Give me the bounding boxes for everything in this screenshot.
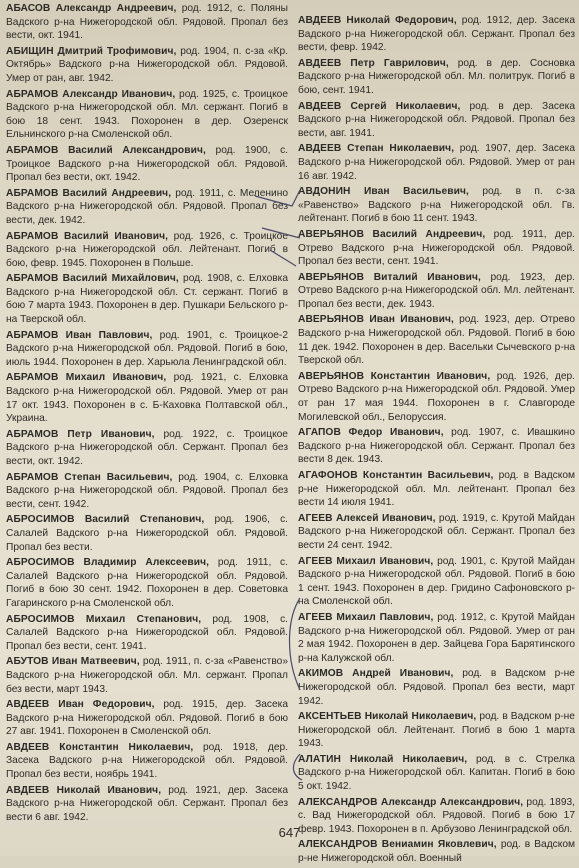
person-name: АВДЕЕВ Степан Николаевич, <box>298 143 455 155</box>
person-details: род. в п. с-за «Равенство» Вадского р-на Нижегородской обл. Гв. лейтенант. Погиб в бою 11 сент. 1943. <box>298 186 575 225</box>
person-name: АБРАМОВ Иван Павлович, <box>6 329 153 341</box>
person-details: род. 1926, с. Троицкое Вадского р-на Нижегородской обл. Лейтенант. Погиб в бою, февр. 1945. Похоронен в Польше. <box>6 230 288 269</box>
person-details: род. 1926, дер. Отрево Вадского р-на Нижегородской обл. Рядовой. Умер от ран 17 мая 1944. Похоронен в г. Славгороде Могилевской обл., Белоруссия. <box>298 370 575 423</box>
person-name: АКИМОВ Андрей Иванович, <box>298 668 454 680</box>
person-details: род. 1901, с. Крутой Майдан Вадского р-на Нижегородской обл. Рядовой. Погиб в бою 1 сент. 1943. Похоронен в дер. Гридино Сафоновского р-на Смоленской обл. <box>298 555 575 608</box>
person-name: АБРОСИМОВ Михаил Степанович, <box>6 613 202 625</box>
person-details: род. 1912, с. Поляны Вадского р-на Нижегородской обл. Рядовой. Пропал без вести, окт. 1941. <box>6 3 288 42</box>
person-name: АВДОНИН Иван Васильевич, <box>298 186 469 198</box>
person-name: АЛАТИН Николай Николаевич, <box>298 753 468 765</box>
person-name: АВДЕЕВ Константин Николаевич, <box>6 741 194 753</box>
person-details: род. 1911, п. с-за «Равенство» Вадского р-на Нижегородской обл. Мл. сержант. Пропал без вести, март 1943. <box>6 656 288 695</box>
person-details: род. 1907, дер. Засека Вадского р-на Нижегородской обл. Рядовой. Умер от ран 16 авг. 1942. <box>298 143 575 182</box>
person-name: АБИЩИН Дмитрий Трофимович, <box>6 45 177 57</box>
pen-bracket-mark <box>293 754 302 780</box>
pen-tick-mark <box>270 250 296 266</box>
person-name: АЛЕКСАНДРОВ Александр Александрович, <box>298 796 524 808</box>
person-name: АВЕРЬЯНОВ Иван Иванович, <box>298 314 454 326</box>
person-details: род. 1911, с. Салалей Вадского р-на Нижегородской обл. Рядовой. Погиб в бою 30 сент. 1942. Похоронен в дер. Советовка Гагаринского р-на Смоленской обл. <box>6 557 288 609</box>
person-details: род. 1918, дер. Засека Вадского р-на Нижегородской обл. Рядовой. Пропал без вести, ноябрь 1941. <box>6 741 288 781</box>
person-name: АВДЕЕВ Сергей Николаевич, <box>298 100 461 112</box>
person-details: род. в дер. Засека Вадского р-на Нижегородской обл. Рядовой. Пропал без вести, авг. 1941. <box>298 100 575 139</box>
person-details: род. 1912, с. Крутой Майдан Вадского р-на Нижегородской обл. Рядовой. Умер от ран 2 мая 1942. Похоронен в дер. Зайцева Гора Барятинского р-на Калужской обл. <box>298 611 575 664</box>
person-details: род. в с. Стрелка Вадского р-на Нижегородской обл. Капитан. Погиб в бою 5 окт. 1942. <box>298 753 575 793</box>
person-name: АБРАМОВ Василий Михайлович, <box>6 273 179 285</box>
person-details: род. в Вадском р-не Нижегородской обл. Мл. лейтенант. Пропал без вести 14 июля 1941. <box>298 470 575 509</box>
person-details: род. в дер. Сосновка Вадского р-на Нижегородской обл. Мл. политрук. Погиб в бою, сент. 1941. <box>298 57 575 96</box>
person-details: род. 1908, с. Салалей Вадского р-на Нижегородской обл. Рядовой. Пропал без вести, сент. 1941. <box>6 613 288 652</box>
person-name: АБРАМОВ Михаил Иванович, <box>6 372 167 384</box>
person-details: род. 1911, дер. Отрево Вадского р-на Нижегородской обл. Рядовой. Пропал без вести, сент. 1941. <box>298 228 575 268</box>
person-name: АБРОСИМОВ Василий Степанович, <box>6 514 205 526</box>
person-name: АБРАМОВ Петр Иванович, <box>6 428 155 440</box>
person-name: АВЕРЬЯНОВ Константин Иванович, <box>298 370 491 382</box>
person-name: АБРАМОВ Василий Андреевич, <box>6 187 172 199</box>
person-name: АГЕЕВ Михаил Павлович, <box>298 611 434 623</box>
person-details: род. в Вадском р-не Нижегородской обл. Военный <box>298 839 575 865</box>
person-name: АКСЕНТЬЕВ Николай Николаевич, <box>298 711 477 723</box>
person-details: род. 1906, с. Салалей Вадского р-на Нижегородской обл. Рядовой. Пропал без вести. <box>6 514 288 553</box>
person-details: род. 1923, дер. Отрево Вадского р-на Нижегородской обл. Рядовой. Погиб в бою 11 дек. 1942. Похоронен в дер. Васельки Сычевского р-на Тверской обл. <box>298 314 575 367</box>
pen-bracket-mark <box>290 598 301 690</box>
person-name: АБРАМОВ Степан Васильевич, <box>6 471 173 483</box>
person-name: АВЕРЬЯНОВ Василий Андреевич, <box>298 228 486 240</box>
page-number: 647 <box>278 825 301 840</box>
person-name: АБРОСИМОВ Владимир Алексеевич, <box>6 557 210 569</box>
person-details: род. 1908, с. Елховка Вадского р-на Нижегородской обл. Ст. сержант. Погиб в бою 7 марта 1943. Похоронен в дер. Пушкари Бельского р-на Тверской обл. <box>6 273 288 326</box>
person-name: АБРАМОВ Василий Александрович, <box>6 144 206 156</box>
pen-tick-mark <box>255 190 300 206</box>
person-name: АБУТОВ Иван Матвеевич, <box>6 656 140 668</box>
person-details: род. 1923, дер. Отрево Вадского р-на Нижегородской обл. Мл. лейтенант. Пропал без вести, дек. 1943. <box>298 271 575 310</box>
person-name: АЛЕКСАНДРОВ Вениамин Яковлевич, <box>298 839 497 851</box>
person-name: АГЕЕВ Михаил Иванович, <box>298 555 434 567</box>
person-details: род. 1900, с. Троицкое Вадского р-на Нижегородской обл. Рядовой. Пропал без вести, окт. 1942. <box>6 144 288 184</box>
person-details: род. 1925, с. Троицкое Вадского р-на Нижегородской обл. Мл. сержант. Погиб в бою 18 сент. 1943. Похоронен в дер. Озеренск Ельнинского р-на Смоленской обл. <box>6 88 288 141</box>
pen-tick-mark <box>262 228 300 238</box>
person-details: род. 1915, дер. Засека Вадского р-на Нижегородской обл. Рядовой. Погиб в бою 27 авг. 1941. Похоронен в Смоленской обл. <box>6 699 288 738</box>
person-details: род. 1901, с. Троицкое-2 Вадского р-на Нижегородской обл. Рядовой. Погиб в бою, июль 1944. Похоронен в дер. Харьюла Ленинградской обл. <box>6 329 288 368</box>
person-name: АВЕРЬЯНОВ Виталий Иванович, <box>298 271 481 283</box>
person-details: род. 1904, п. с-за «Кр. Октябрь» Вадского р-на Нижегородской обл. Рядовой. Умер от ран, авг. 1942. <box>6 45 288 84</box>
person-details: род. 1893, с. Вад Нижегородской обл. Рядовой. Погиб в бою 17 февр. 1943. Похоронен в п. Арбузово Ленинградской обл. <box>298 796 575 835</box>
person-name: АВДЕЕВ Николай Иванович, <box>6 784 162 796</box>
person-details: род. в Вадском р-не Нижегородской обл. Лейтенант. Погиб в бою 1 марта 1943. <box>298 711 575 750</box>
person-name: АВДЕЕВ Николай Федорович, <box>298 15 457 26</box>
person-name: АБАСОВ Александр Андреевич, <box>6 3 177 14</box>
person-details: род. 1912, дер. Засека Вадского р-на Нижегородской обл. Сержант. Пропал без вести, февр. 1942. <box>298 15 575 54</box>
person-details: род. 1921, дер. Засека Вадского р-на Нижегородской обл. Сержант. Пропал без вести 6 авг. 1942. <box>6 784 288 823</box>
person-details: род. 1922, с. Троицкое Вадского р-на Нижегородской обл. Сержант. Пропал без вести, окт. 1942. <box>6 428 288 467</box>
person-name: АГАПОВ Федор Иванович, <box>298 427 444 439</box>
person-name: АБРАМОВ Василий Иванович, <box>6 230 169 242</box>
person-name: АВДЕЕВ Иван Федорович, <box>6 699 155 711</box>
person-details: род. 1911, с. Меленино Вадского р-на Нижегородской обл. Рядовой. Пропал без вести, дек. 1942. <box>6 187 288 226</box>
person-details: род. 1921, с. Елховка Вадского р-на Нижегородской обл. Рядовой. Умер от ран 17 окт. 1943. Похоронен в с. Б-Каховка Полтавской обл., Украина. <box>6 372 288 425</box>
person-details: род. в Вадском р-не Нижегородской обл. Рядовой. Пропал без вести, март 1942. <box>298 668 575 707</box>
person-details: род. 1904, с. Елховка Вадского р-на Нижегородской обл. Рядовой. Пропал без вести, сент. 1942. <box>6 471 288 510</box>
person-details: род. 1919, с. Крутой Майдан Вадского р-на Нижегородской обл. Сержант. Пропал без вести 24 сент. 1942. <box>298 512 575 551</box>
person-name: АБРАМОВ Александр Иванович, <box>6 88 176 100</box>
person-name: АВДЕЕВ Петр Гаврилович, <box>298 57 449 69</box>
person-details: род. 1907, с. Ивашкино Вадского р-на Нижегородской обл. Сержант. Пропал без вести 8 дек. 1943. <box>298 427 575 466</box>
person-name: АГАФОНОВ Константин Васильевич, <box>298 470 494 481</box>
person-name: АГЕЕВ Алексей Иванович, <box>298 512 436 524</box>
